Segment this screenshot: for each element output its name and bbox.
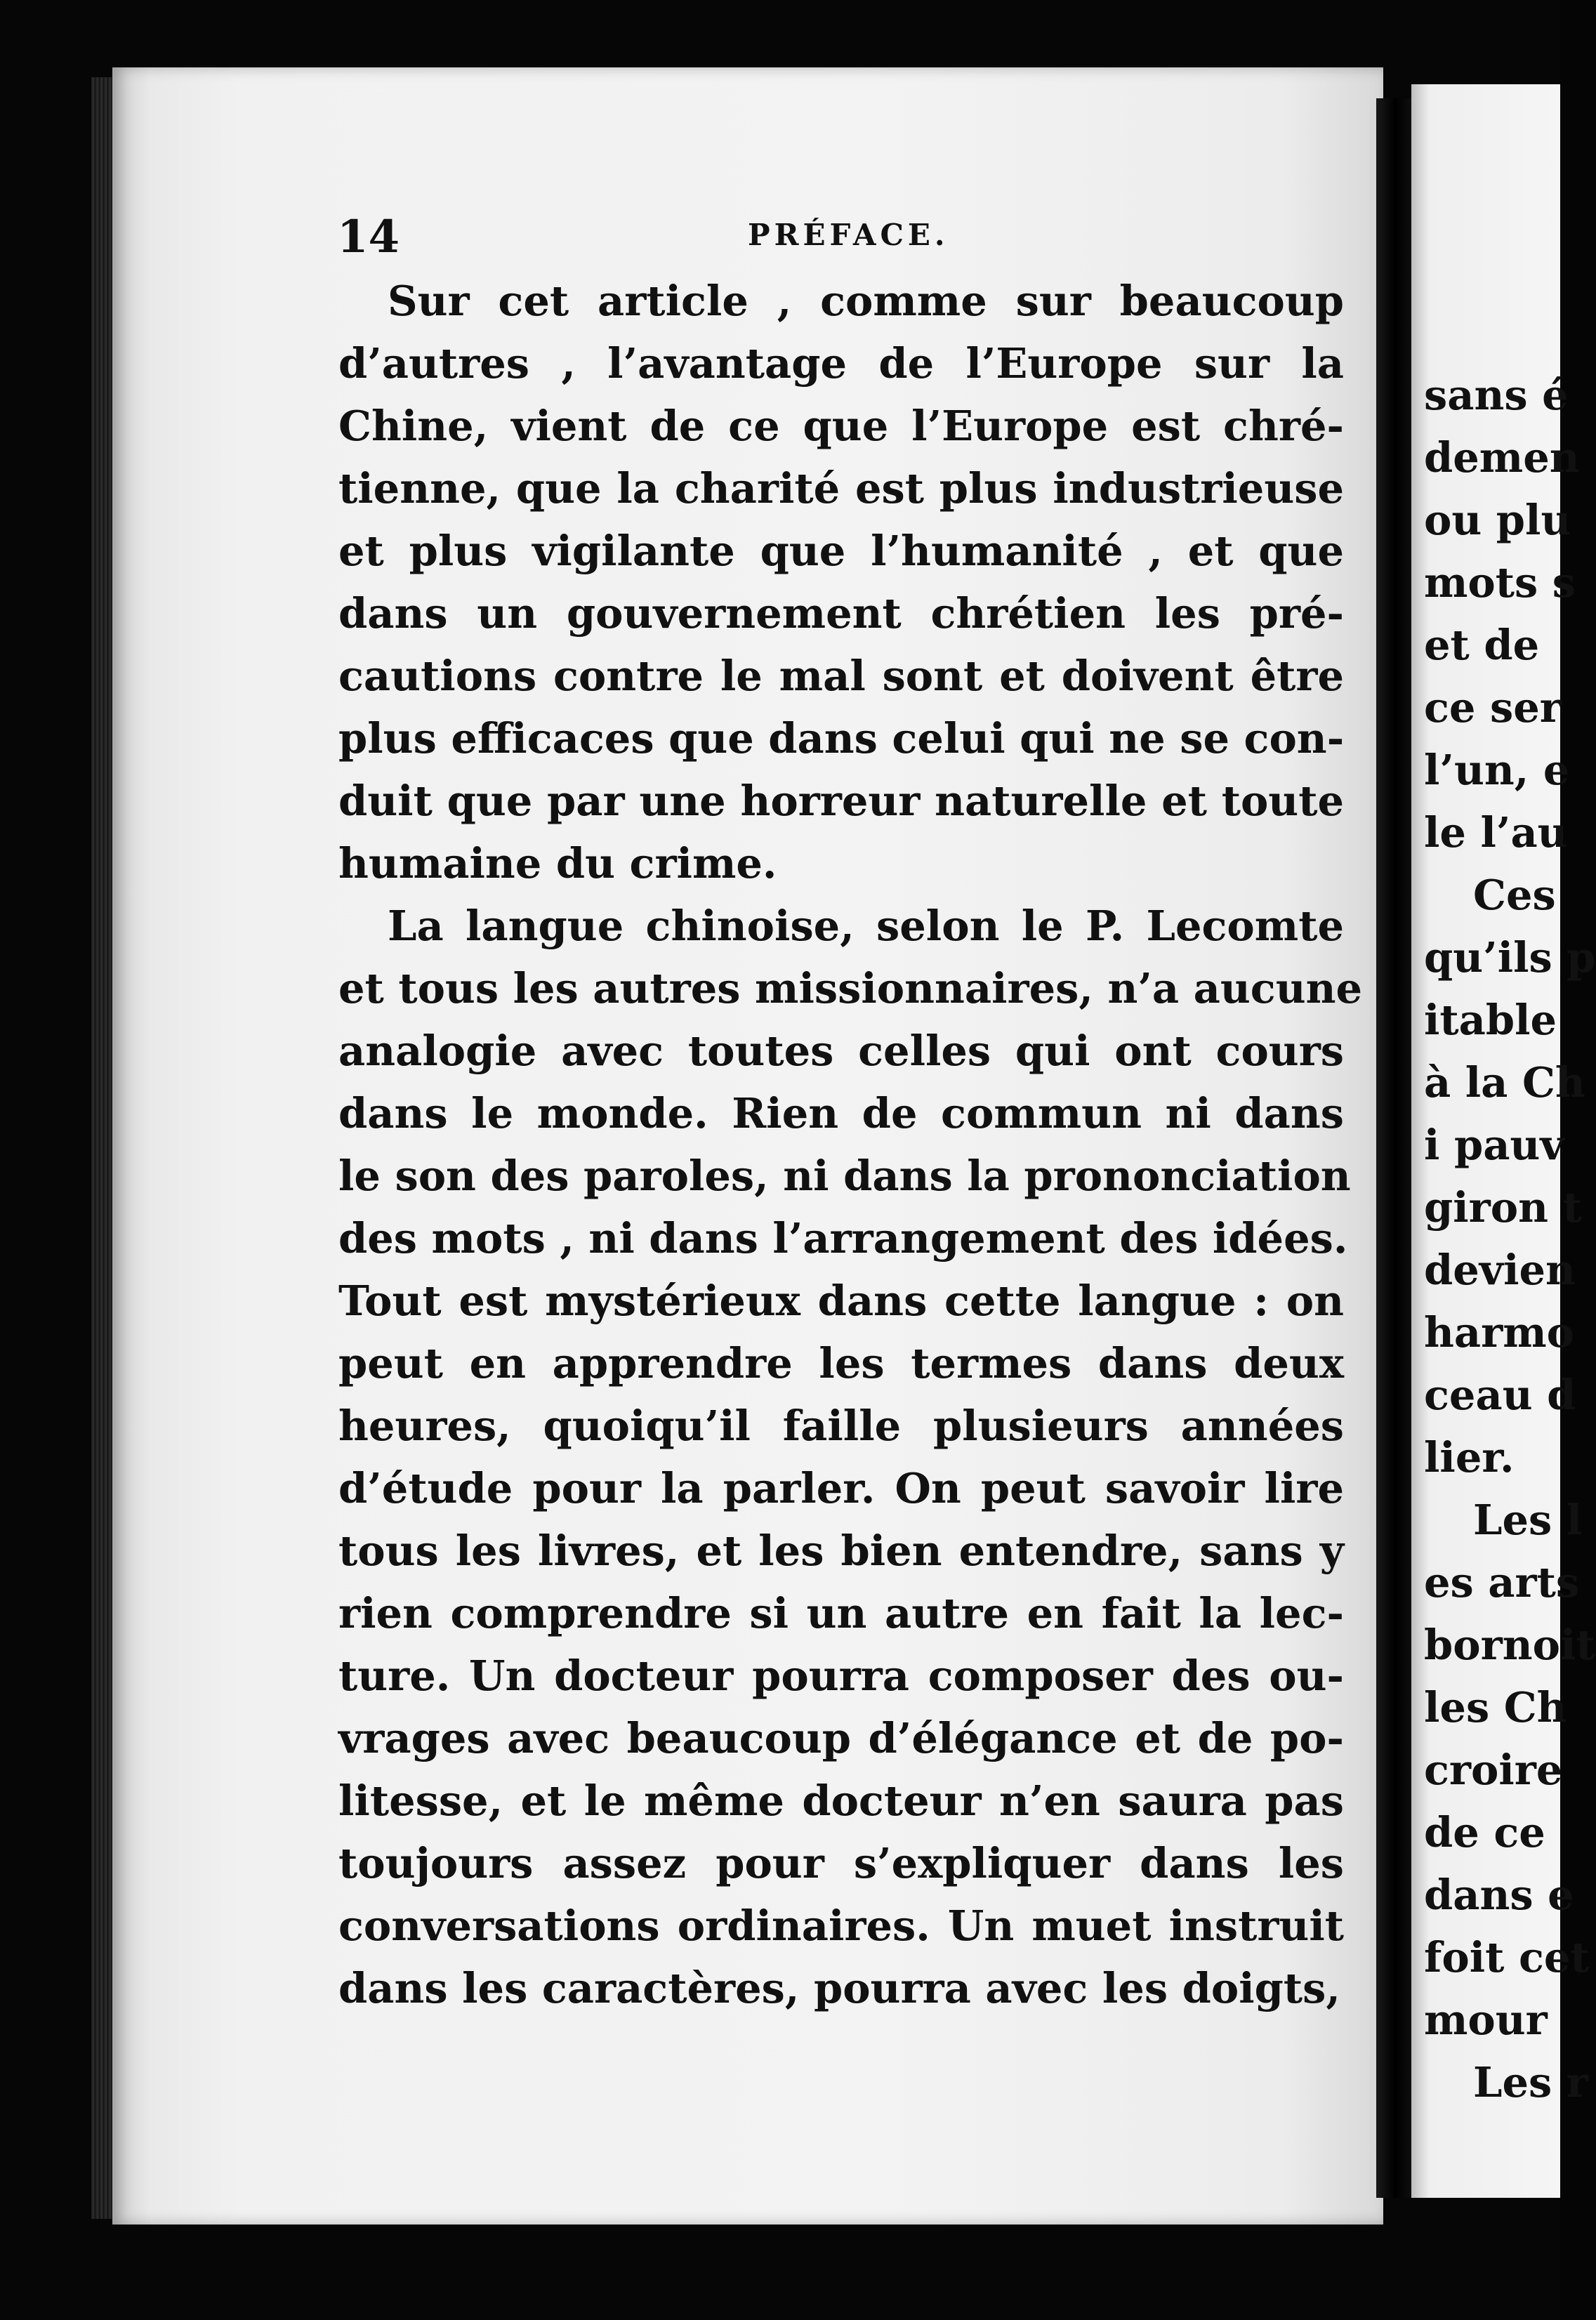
right-page-line: itable (1424, 996, 1557, 1044)
right-page-line: lier. (1424, 1433, 1515, 1482)
text-line: cautions contre le mal sont et doivent être (338, 652, 1344, 700)
right-page-line: ceau d (1424, 1371, 1576, 1419)
page-header (337, 211, 1348, 267)
right-page-line: foit cet (1424, 1933, 1590, 1982)
text-line: dans les caractères, pourra avec les doigts, (338, 1964, 1340, 2012)
right-page-line: ou plu (1424, 496, 1571, 544)
text-line: tous les livres, et les bien entendre, sans y (338, 1527, 1344, 1575)
right-page-line: de ce (1424, 1808, 1545, 1857)
text-line: duit que par une horreur naturelle et toute (338, 777, 1344, 825)
text-line: dans un gouvernement chrétien les pré- (338, 589, 1344, 638)
right-page-line: Les r (1473, 2058, 1588, 2107)
text-line: ture. Un docteur pourra composer des ou- (338, 1652, 1344, 1700)
text-line: litesse, et le même docteur n’en saura pas (338, 1777, 1344, 1825)
right-page-line: les Ch (1424, 1683, 1567, 1732)
right-page-line: mour (1424, 1996, 1548, 2044)
text-line: heures, quoiqu’il faille plusieurs années (338, 1402, 1344, 1450)
right-page-line: devien (1424, 1246, 1576, 1294)
text-line: le son des paroles, ni dans la prononciation (338, 1152, 1351, 1200)
paragraph (338, 270, 1344, 895)
text-line: rien comprendre si un autre en fait la lec- (338, 1589, 1344, 1637)
right-page-line: Ces (1473, 871, 1556, 919)
text-line: conversations ordinaires. Un muet instruit (338, 1902, 1344, 1950)
right-page-line: à la Ch (1424, 1058, 1585, 1107)
text-line: d’autres , l’avantage de l’Europe sur la (338, 339, 1344, 388)
text-line: plus efficaces que dans celui qui ne se con- (338, 714, 1345, 763)
text-line: et tous les autres missionnaires, n’a aucune (338, 964, 1363, 1013)
text-line: tienne, que la charité est plus industrieuse (338, 464, 1344, 513)
text-line: La langue chinoise, selon le P. Lecomte (388, 902, 1344, 950)
right-page-line: bornoit (1424, 1621, 1595, 1669)
text-line: analogie avec toutes celles qui ont cours (338, 1027, 1344, 1075)
right-page-line: dans e (1424, 1871, 1574, 1919)
running-head: PRÉFACE. (748, 218, 949, 252)
text-line: Sur cet article , comme sur beaucoup (388, 277, 1344, 325)
right-page-line: ce ser (1424, 683, 1562, 732)
right-page-line: mots s (1424, 558, 1576, 607)
right-page-line: le l’au (1424, 808, 1568, 857)
right-page-text (1424, 364, 1596, 2114)
right-page (1411, 84, 1596, 2198)
right-page-line: harmo (1424, 1308, 1574, 1357)
right-page-line: et de (1424, 621, 1540, 669)
text-line: des mots , ni dans l’arrangement des idées. (338, 1214, 1348, 1263)
right-page-line: es arts (1424, 1558, 1580, 1607)
right-page-line: l’un, e (1424, 746, 1570, 794)
right-page-line: demen (1424, 433, 1580, 482)
left-page-body-text (338, 270, 1363, 2019)
book-gutter (1376, 98, 1414, 2198)
right-page-line: Les l (1473, 1496, 1583, 1544)
text-line: Chine, vient de ce que l’Europe est chré- (338, 402, 1344, 450)
right-page-line: i pauv (1424, 1121, 1564, 1169)
text-line: peut en apprendre les termes dans deux (338, 1339, 1344, 1388)
text-line: d’étude pour la parler. On peut savoir lire (338, 1464, 1344, 1512)
text-line: vrages avec beaucoup d’élégance et de po- (338, 1714, 1344, 1762)
text-line: et plus vigilante que l’humanité , et que (338, 527, 1344, 575)
right-page-line: sans é (1424, 371, 1569, 419)
text-line: Tout est mystérieux dans cette langue : on (338, 1277, 1344, 1325)
right-page-line: croire (1424, 1746, 1563, 1794)
text-line: toujours assez pour s’expliquer dans les (338, 1839, 1344, 1887)
page-number: 14 (337, 211, 400, 263)
text-line: humaine du crime. (338, 839, 777, 888)
right-page-line: giron t (1424, 1183, 1582, 1232)
right-page-line: qu’ils p (1424, 933, 1596, 982)
paragraph (338, 895, 1363, 2019)
text-line: dans le monde. Rien de commun ni dans (338, 1089, 1344, 1138)
